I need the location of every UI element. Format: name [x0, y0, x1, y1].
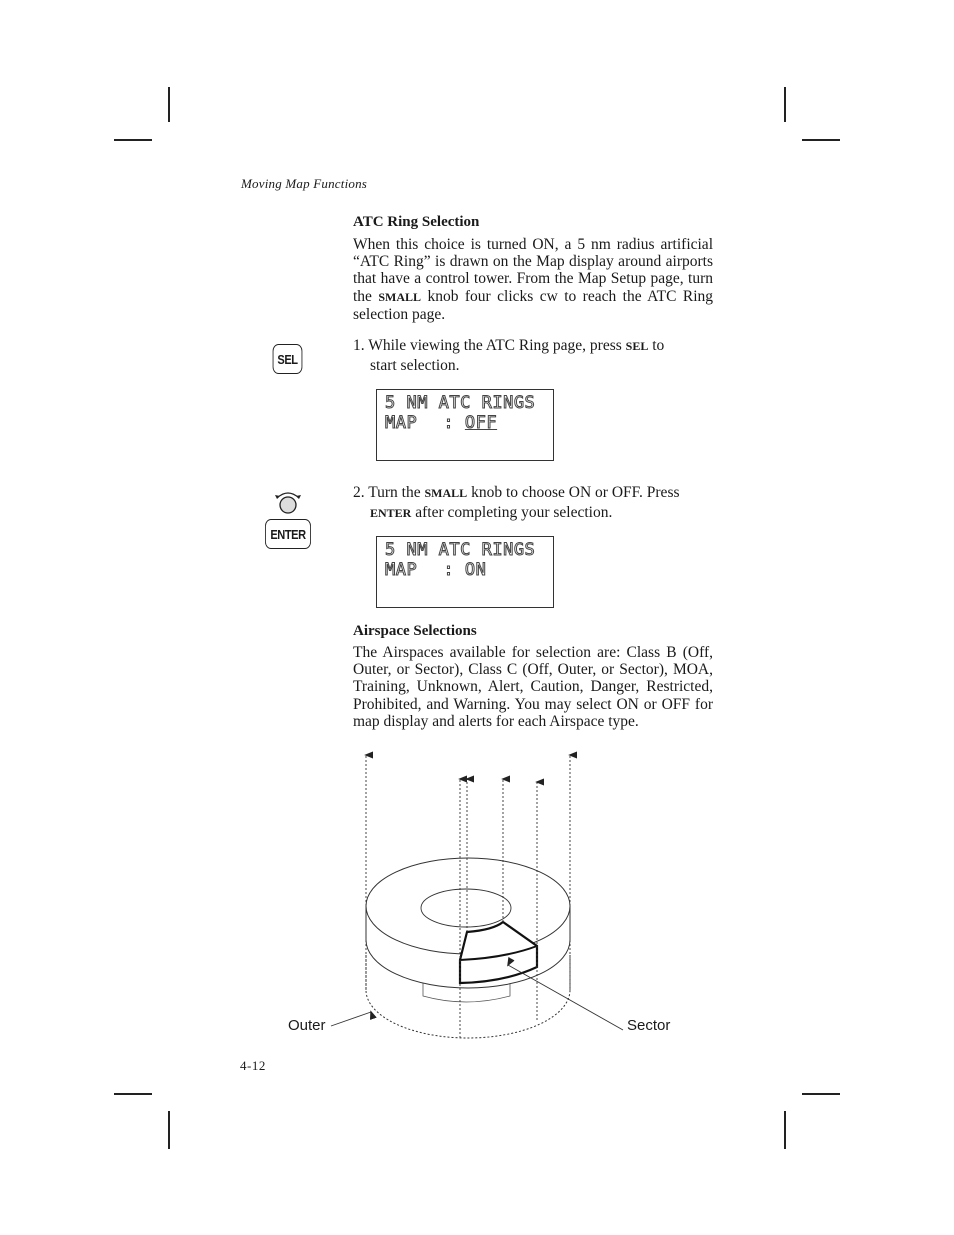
atc-ring-body: [353, 236, 713, 323]
lcd-label: MAP: [385, 413, 418, 433]
atc-ring-body-text-1: When this choice is turned ON, a 5 nm radius artificial “ATC Ring” is drawn on the Map display around airports that have a control tower. From the Map Setup page, turn the: [353, 236, 713, 305]
small-key-ref: SMALL: [424, 486, 468, 500]
airspace-diagram: [280, 745, 700, 1045]
sector-label: Sector: [627, 1017, 671, 1034]
step-1-text-3: start selection.: [370, 357, 460, 374]
inner-ring-top: [421, 889, 511, 927]
step-2: [353, 483, 723, 523]
atc-ring-body-text-2: knob four clicks cw to reach the ATC Ring selection page.: [353, 287, 713, 323]
step-1: [353, 336, 713, 375]
step-1-text-1: 1. While viewing the ATC Ring page, press: [353, 337, 626, 354]
lcd-screen-atc-on: [376, 536, 554, 608]
crop-mark: [802, 139, 840, 141]
lcd-value: OFF: [464, 413, 498, 433]
rotary-knob-icon: [272, 489, 304, 517]
lcd-line-setting: [385, 413, 497, 433]
lcd-separator: :: [432, 560, 465, 580]
lcd-separator: :: [432, 413, 465, 433]
lcd-screen-atc-off: [376, 389, 554, 461]
sector-leader-line: [508, 965, 623, 1030]
outer-leader-line: [331, 1012, 371, 1026]
crop-mark: [114, 1093, 152, 1095]
crop-mark: [802, 1093, 840, 1095]
sel-key: SEL: [273, 344, 303, 374]
page-number: 4-12: [240, 1058, 266, 1073]
lcd-line-title: 5 NM ATC RINGS: [385, 393, 536, 413]
crop-mark: [168, 87, 170, 122]
airspace-body: The Airspaces available for selection are: Class B (Off, Outer, or Sector), Class C (Off, Outer, or Sector), MOA, Training, Unknown, Alert, Caution, Danger, Restricted, Prohibited, and Warning. You may select ON or OFF for map display and alerts for each Airspace type.: [353, 644, 713, 730]
sel-key-ref: SEL: [625, 339, 649, 353]
lcd-value: ON: [464, 560, 487, 580]
crop-mark: [168, 1111, 170, 1149]
enter-key: ENTER: [265, 519, 311, 549]
crop-mark: [784, 87, 786, 122]
step-2-text-2: knob to choose ON or OFF. Press: [467, 484, 680, 501]
step-2-text-3: after completing your selection.: [411, 504, 613, 521]
outer-label: Outer: [288, 1017, 326, 1034]
atc-ring-heading: ATC Ring Selection: [353, 214, 480, 230]
enter-key-ref: ENTER: [370, 506, 412, 520]
step-1-text-2: to: [648, 337, 665, 354]
crop-mark: [114, 139, 152, 141]
small-key-ref: SMALL: [378, 289, 422, 304]
lcd-line-title: 5 NM ATC RINGS: [385, 540, 536, 560]
lcd-label: MAP: [385, 560, 418, 580]
airspace-heading: Airspace Selections: [353, 623, 477, 639]
lcd-line-setting: [385, 560, 486, 580]
running-header: Moving Map Functions: [241, 176, 368, 191]
step-2-text-1: 2. Turn the: [353, 484, 425, 501]
crop-mark: [784, 1111, 786, 1149]
